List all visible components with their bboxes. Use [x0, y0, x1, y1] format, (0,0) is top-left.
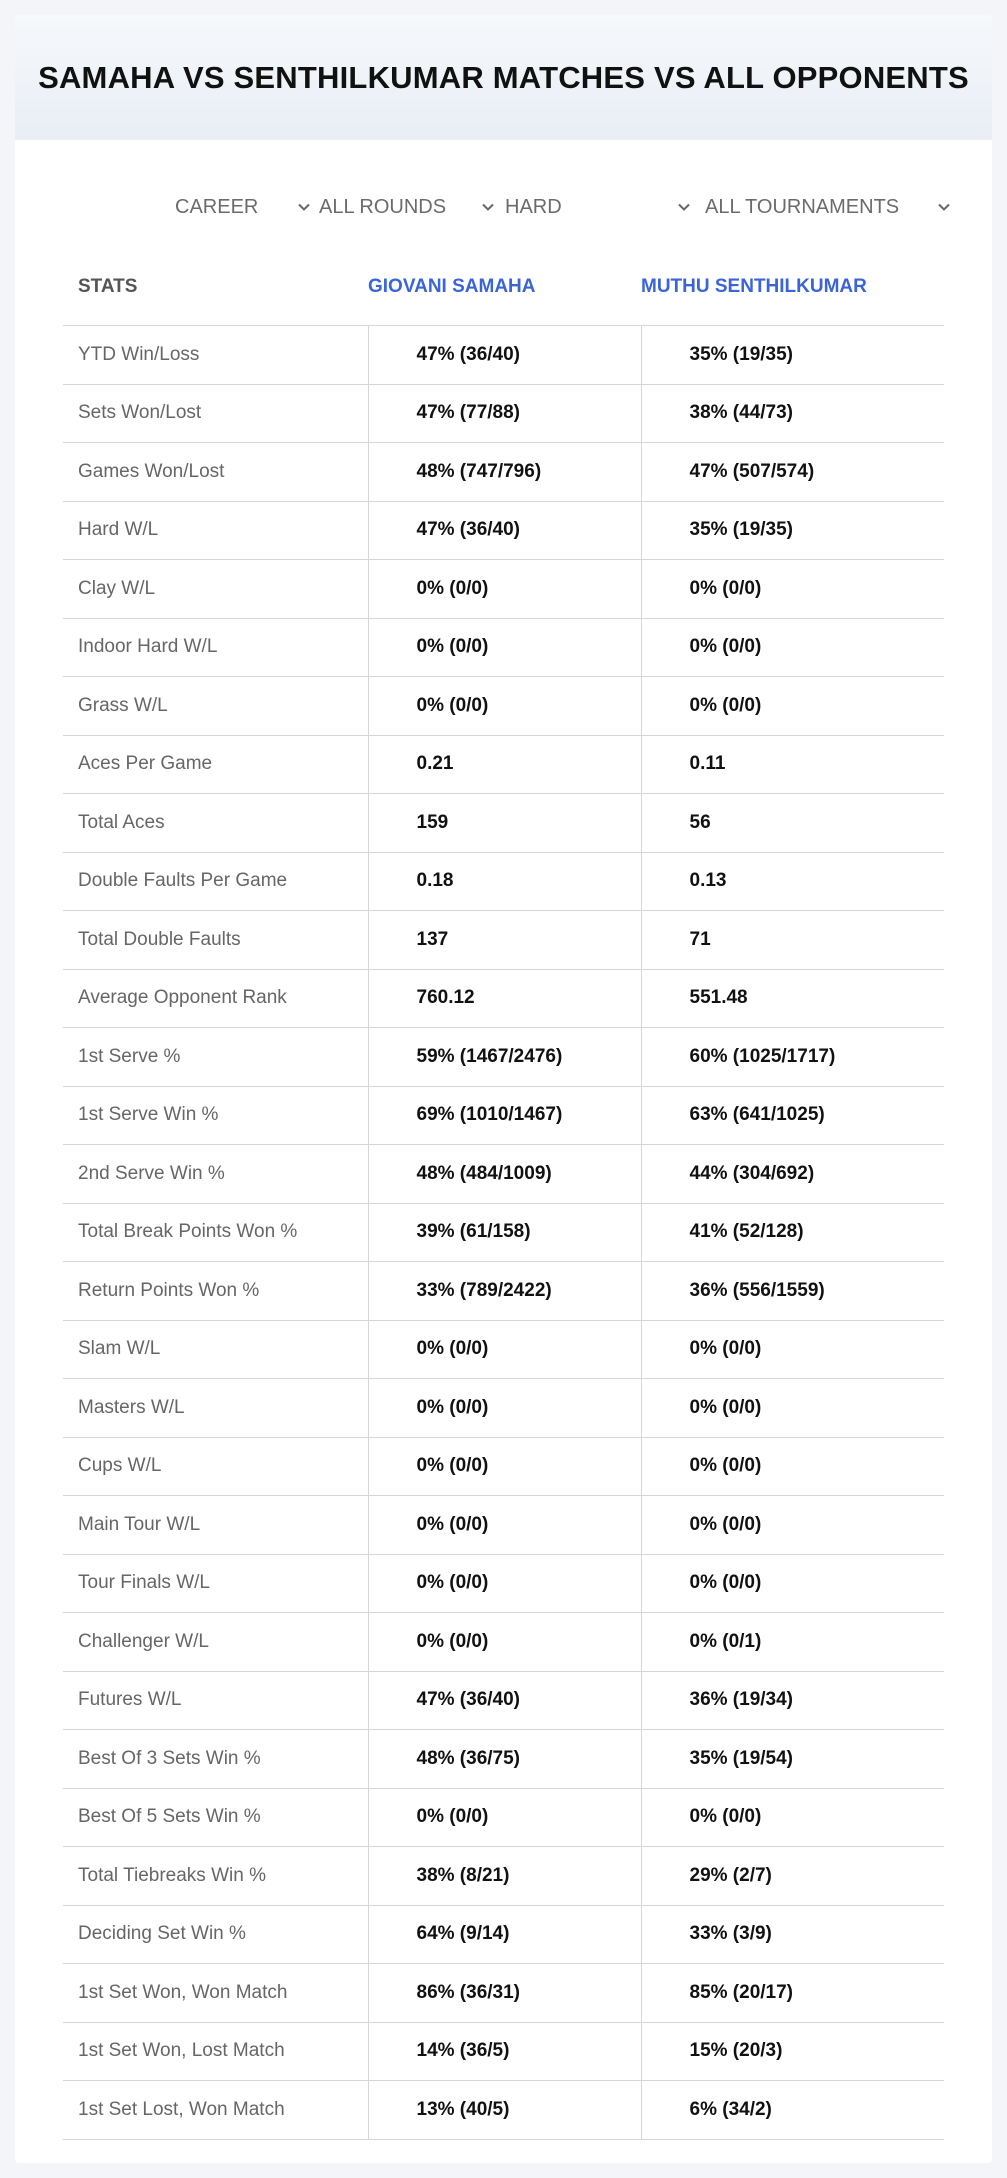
round-select[interactable]	[319, 185, 504, 229]
table-row	[63, 2081, 944, 2140]
player1-value: 0% (0/0)	[368, 1320, 641, 1379]
table-row	[63, 1320, 944, 1379]
player2-value: 35% (19/54)	[641, 1730, 944, 1789]
stat-label: Total Break Points Won %	[63, 1203, 368, 1262]
table-row	[63, 911, 944, 970]
player2-value: 6% (34/2)	[641, 2081, 944, 2140]
chevron-down-icon	[677, 200, 691, 214]
stat-label: 2nd Serve Win %	[63, 1145, 368, 1204]
player1-value: 0% (0/0)	[368, 1496, 641, 1555]
table-row	[63, 618, 944, 677]
player2-value: 36% (19/34)	[641, 1671, 944, 1730]
table-row	[63, 1437, 944, 1496]
table-row	[63, 1379, 944, 1438]
table-row	[63, 1788, 944, 1847]
player1-value: 159	[368, 794, 641, 853]
stat-label: Sets Won/Lost	[63, 384, 368, 443]
player2-value: 0% (0/0)	[641, 560, 944, 619]
player2-value: 0% (0/0)	[641, 1788, 944, 1847]
table-row	[63, 1203, 944, 1262]
tournament-select[interactable]	[705, 185, 965, 229]
stat-label: 1st Set Won, Lost Match	[63, 2022, 368, 2081]
player1-value: 0% (0/0)	[368, 1554, 641, 1613]
stats-column-header: STATS	[63, 249, 368, 326]
stat-label: Main Tour W/L	[63, 1496, 368, 1555]
surface-select-value: HARD	[505, 195, 562, 218]
stat-label: Masters W/L	[63, 1379, 368, 1438]
player2-value: 71	[641, 911, 944, 970]
player1-value: 0% (0/0)	[368, 618, 641, 677]
player1-value: 14% (36/5)	[368, 2022, 641, 2081]
player2-value: 35% (19/35)	[641, 501, 944, 560]
stat-label: Return Points Won %	[63, 1262, 368, 1321]
table-row	[63, 852, 944, 911]
table-row	[63, 1613, 944, 1672]
table-row	[63, 1145, 944, 1204]
player1-value: 0.21	[368, 735, 641, 794]
player1-value: 137	[368, 911, 641, 970]
stat-label: 1st Serve %	[63, 1028, 368, 1087]
period-select[interactable]	[175, 185, 315, 229]
player1-column-header[interactable]: GIOVANI SAMAHA	[368, 249, 641, 326]
player1-value: 0% (0/0)	[368, 560, 641, 619]
chevron-down-icon	[937, 200, 951, 214]
table-row	[63, 794, 944, 853]
player1-value: 39% (61/158)	[368, 1203, 641, 1262]
surface-select[interactable]	[505, 185, 695, 229]
stat-label: Total Tiebreaks Win %	[63, 1847, 368, 1906]
stat-label: Best Of 5 Sets Win %	[63, 1788, 368, 1847]
player2-value: 33% (3/9)	[641, 1905, 944, 1964]
stat-label: 1st Serve Win %	[63, 1086, 368, 1145]
table-row	[63, 1847, 944, 1906]
player1-value: 86% (36/31)	[368, 1964, 641, 2023]
table-row	[63, 443, 944, 502]
table-row	[63, 1086, 944, 1145]
table-row	[63, 2022, 944, 2081]
table-row	[63, 1671, 944, 1730]
player1-value: 0% (0/0)	[368, 1437, 641, 1496]
stats-table-body	[63, 326, 944, 2140]
stat-label: Slam W/L	[63, 1320, 368, 1379]
chevron-down-icon	[297, 200, 311, 214]
stat-label: Best Of 3 Sets Win %	[63, 1730, 368, 1789]
period-select-value: CAREER	[175, 195, 259, 218]
player2-value: 0% (0/0)	[641, 677, 944, 736]
stat-label: Double Faults Per Game	[63, 852, 368, 911]
player1-value: 13% (40/5)	[368, 2081, 641, 2140]
player2-value: 0% (0/0)	[641, 1379, 944, 1438]
player2-column-header[interactable]: MUTHU SENTHILKUMAR	[641, 249, 944, 326]
player2-value: 0% (0/0)	[641, 1437, 944, 1496]
table-row	[63, 1730, 944, 1789]
table-row	[63, 1262, 944, 1321]
player1-value: 33% (789/2422)	[368, 1262, 641, 1321]
table-row	[63, 1964, 944, 2023]
page-title: SAMAHA VS SENTHILKUMAR MATCHES VS ALL OPPONENTS	[38, 59, 969, 95]
player2-value: 0.11	[641, 735, 944, 794]
player1-value: 48% (747/796)	[368, 443, 641, 502]
table-header-row	[63, 249, 944, 326]
stat-label: Challenger W/L	[63, 1613, 368, 1672]
player2-value: 36% (556/1559)	[641, 1262, 944, 1321]
player2-value: 63% (641/1025)	[641, 1086, 944, 1145]
table-row	[63, 1554, 944, 1613]
page-header	[15, 15, 992, 140]
stat-label: Indoor Hard W/L	[63, 618, 368, 677]
stat-label: Aces Per Game	[63, 735, 368, 794]
stat-label: Total Double Faults	[63, 911, 368, 970]
player1-value: 0.18	[368, 852, 641, 911]
stat-label: Clay W/L	[63, 560, 368, 619]
stat-label: Hard W/L	[63, 501, 368, 560]
table-row	[63, 735, 944, 794]
player2-value: 47% (507/574)	[641, 443, 944, 502]
player2-value: 85% (20/17)	[641, 1964, 944, 2023]
player1-value: 0% (0/0)	[368, 1788, 641, 1847]
player1-value: 38% (8/21)	[368, 1847, 641, 1906]
player1-value: 64% (9/14)	[368, 1905, 641, 1964]
player2-value: 29% (2/7)	[641, 1847, 944, 1906]
player2-value: 551.48	[641, 969, 944, 1028]
player1-value: 0% (0/0)	[368, 677, 641, 736]
player1-value: 0% (0/0)	[368, 1379, 641, 1438]
stat-label: Futures W/L	[63, 1671, 368, 1730]
player1-value: 47% (36/40)	[368, 326, 641, 385]
stat-label: Deciding Set Win %	[63, 1905, 368, 1964]
player1-value: 47% (36/40)	[368, 1671, 641, 1730]
player1-value: 48% (484/1009)	[368, 1145, 641, 1204]
player2-value: 38% (44/73)	[641, 384, 944, 443]
player2-value: 0.13	[641, 852, 944, 911]
player1-value: 760.12	[368, 969, 641, 1028]
player2-value: 44% (304/692)	[641, 1145, 944, 1204]
comparison-card	[15, 15, 992, 2163]
stat-label: Games Won/Lost	[63, 443, 368, 502]
table-row	[63, 969, 944, 1028]
player1-value: 47% (36/40)	[368, 501, 641, 560]
stat-label: Average Opponent Rank	[63, 969, 368, 1028]
filter-bar	[15, 185, 992, 229]
table-row	[63, 1496, 944, 1555]
player2-value: 0% (0/0)	[641, 1320, 944, 1379]
table-row	[63, 560, 944, 619]
stat-label: 1st Set Lost, Won Match	[63, 2081, 368, 2140]
player1-value: 48% (36/75)	[368, 1730, 641, 1789]
table-row	[63, 677, 944, 736]
table-row	[63, 1905, 944, 1964]
stat-label: Total Aces	[63, 794, 368, 853]
player2-value: 35% (19/35)	[641, 326, 944, 385]
player2-value: 56	[641, 794, 944, 853]
stat-label: Grass W/L	[63, 677, 368, 736]
round-select-value: ALL ROUNDS	[319, 195, 447, 218]
table-row	[63, 501, 944, 560]
chevron-down-icon	[481, 200, 495, 214]
tournament-select-value: ALL TOURNAMENTS	[705, 195, 900, 218]
player1-value: 69% (1010/1467)	[368, 1086, 641, 1145]
table-row	[63, 1028, 944, 1087]
player2-value: 15% (20/3)	[641, 2022, 944, 2081]
stats-table	[63, 249, 944, 2140]
player1-value: 59% (1467/2476)	[368, 1028, 641, 1087]
player2-value: 41% (52/128)	[641, 1203, 944, 1262]
stat-label: Cups W/L	[63, 1437, 368, 1496]
table-row	[63, 326, 944, 385]
stat-label: YTD Win/Loss	[63, 326, 368, 385]
player2-value: 0% (0/0)	[641, 1554, 944, 1613]
player1-value: 0% (0/0)	[368, 1613, 641, 1672]
player2-value: 60% (1025/1717)	[641, 1028, 944, 1087]
player2-value: 0% (0/0)	[641, 618, 944, 677]
player2-value: 0% (0/0)	[641, 1496, 944, 1555]
stat-label: 1st Set Won, Won Match	[63, 1964, 368, 2023]
stat-label: Tour Finals W/L	[63, 1554, 368, 1613]
player2-value: 0% (0/1)	[641, 1613, 944, 1672]
table-row	[63, 384, 944, 443]
player1-value: 47% (77/88)	[368, 384, 641, 443]
